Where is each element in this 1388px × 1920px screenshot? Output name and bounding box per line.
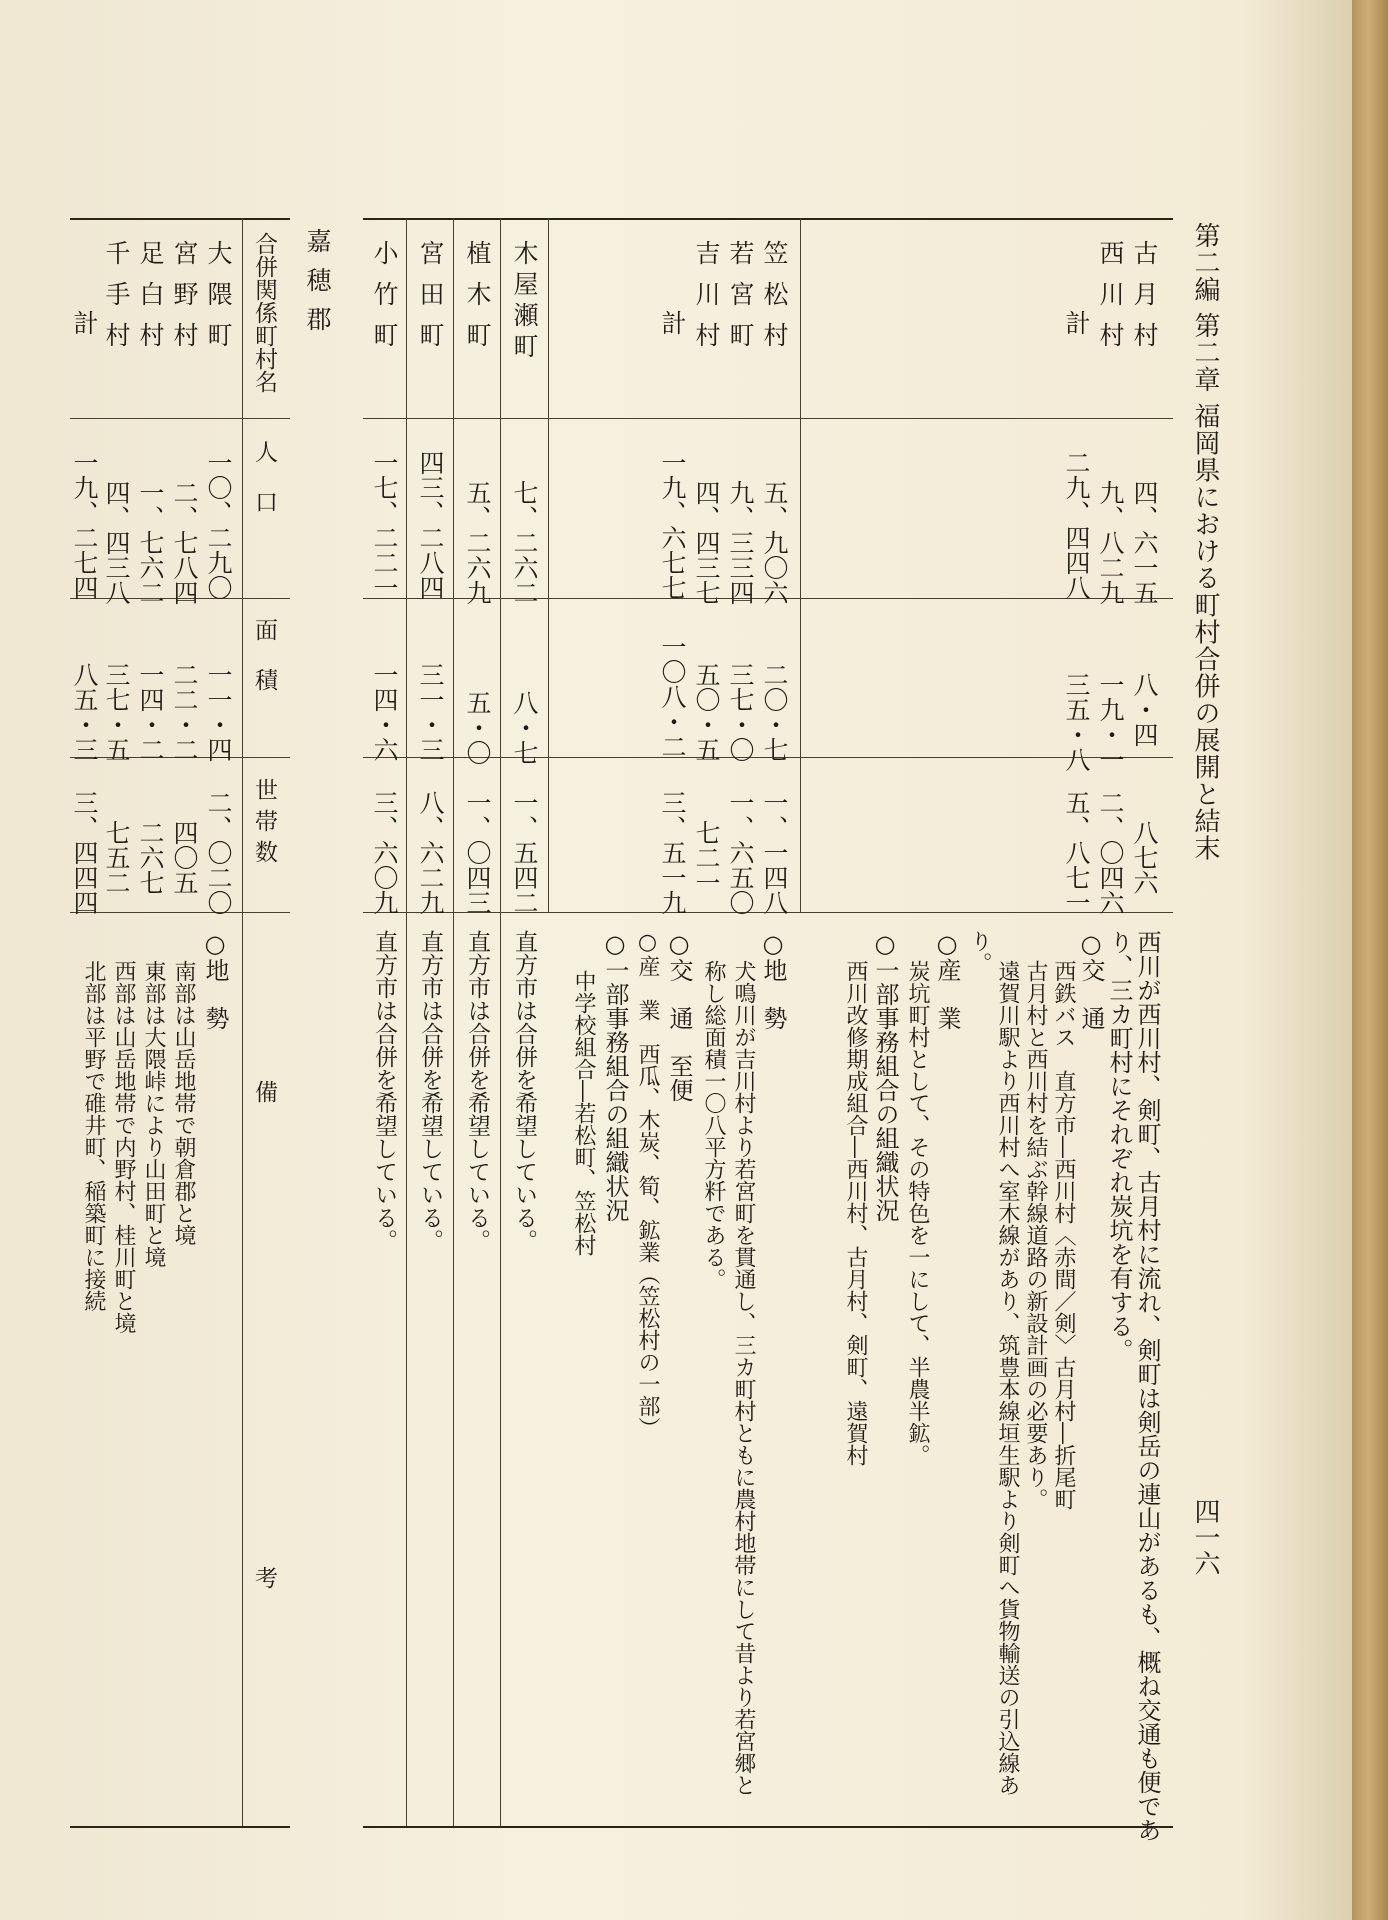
group2-note-heading: ○地 勢: [759, 930, 787, 1030]
group1-row-households: 二、〇四六: [1096, 790, 1125, 915]
group2-note-line: 犬鳴川が吉川村より若宮町を貫通し、三カ町村ともに農村地帯にして昔より若宮郷と: [731, 960, 756, 1796]
group1-note-heading: ○産 業: [933, 930, 961, 1030]
upper-table-bottom-rule: [363, 1826, 1173, 1828]
miyata-households: 八、六二九: [416, 790, 445, 915]
koyanose-area: 八・七: [510, 690, 539, 765]
koyanose-population: 七、二六二: [510, 480, 539, 605]
group1-row-households: 八七六: [1130, 820, 1159, 895]
miyata-area: 三一・三: [416, 662, 445, 762]
lower-row-area: 一四・二: [136, 662, 165, 762]
koyanose-name: 木屋瀬町: [510, 240, 539, 364]
group2-row-name: 笠松村: [760, 240, 789, 363]
lower-table-bottom-rule: [70, 1826, 290, 1828]
lower-total-name: 計: [70, 310, 99, 335]
group2-row-population: 五、九〇六: [760, 480, 789, 605]
miyata-name: 宮田町: [416, 240, 445, 363]
separator-koyanose-ueki: [500, 218, 501, 1826]
koyanose-households: 一、五四二: [510, 790, 539, 915]
page-edge: [1352, 0, 1388, 1920]
header-area: 面 積: [251, 618, 277, 693]
lower-rule-hh-notes: [70, 912, 290, 913]
group1-note-line: 炭坑町村として、その特色を一にして、半農半鉱。: [905, 960, 930, 1466]
header-notes: 備 考: [251, 1080, 277, 1809]
group2-row-households: 一、一四八: [760, 790, 789, 915]
group1-note-line: り。: [967, 930, 992, 974]
lower-note-line: 東部は大隈峠により山田町と境: [141, 960, 166, 1268]
lower-total-area: 八五・三: [70, 662, 99, 762]
group2-note-heading: ○交 通 至便: [665, 930, 693, 1102]
running-header: 第二編 第二章 福岡県における町村合併の展開と結末: [1190, 222, 1220, 862]
group2-row-households: 七二一: [692, 820, 721, 895]
separator-group2-koyanose: [548, 218, 549, 912]
group2-total-area: 一〇八・二: [658, 634, 687, 759]
group1-note-heading: ○交 通: [1077, 930, 1105, 1030]
group2-row-households: 一、六五〇: [726, 790, 755, 915]
lower-note-line: 南部は山岳地帯で朝倉郡と境: [171, 960, 196, 1246]
koyanose-note: 直方市は合併を希望している。: [511, 930, 537, 1252]
group2-note-heading: ○産 業 西瓜、木炭、筍、鉱業（笠松村の一部）: [635, 930, 660, 1439]
group2-note-line: 中学校組合―若松町、笠松村: [571, 970, 596, 1256]
lower-table-top-rule: [70, 218, 290, 220]
ueki-households: 一、〇四三: [463, 790, 492, 915]
lower-total-households: 三、四四四: [70, 790, 99, 915]
lower-row-population: 一、七六二: [136, 480, 165, 605]
kotake-population: 一七、二二一: [370, 450, 399, 600]
group1-note-line: 古月村と西川村を結ぶ幹線道路の新設計画の必要あり。: [1023, 960, 1048, 1510]
group1-total-households: 五、八七一: [1062, 790, 1091, 915]
lower-row-households: 七五二: [102, 820, 131, 895]
lower-header-separator: [242, 218, 243, 1826]
group2-row-population: 四、四三七: [692, 480, 721, 605]
group1-total-name: 計: [1062, 310, 1091, 335]
group2-note-line: 称し総面積一〇八平方粁である。: [701, 960, 726, 1290]
ueki-population: 五、二六九: [463, 480, 492, 605]
group1-row-area: 一九・一: [1096, 672, 1125, 772]
kotake-note: 直方市は合併を希望している。: [371, 930, 397, 1252]
separator-ueki-miyata: [453, 218, 454, 1826]
lower-note-line: 西部は山岳地帯で内野村、桂川町と境: [111, 960, 136, 1334]
lower-row-area: 一一・四: [204, 662, 233, 762]
group1-note-line: り、三カ町村にそれぞれ炭坑を有する。: [1105, 930, 1133, 1362]
ueki-note: 直方市は合併を希望している。: [464, 930, 490, 1252]
lower-row-name: 千手村: [102, 240, 131, 363]
kotake-households: 三、六〇九: [370, 790, 399, 915]
lower-row-name: 宮野村: [170, 240, 199, 363]
kotake-area: 一四・六: [370, 662, 399, 762]
lower-note-line: 北部は平野で碓井町、稲築町に接続: [81, 960, 106, 1312]
lower-row-name: 足白村: [136, 240, 165, 363]
group1-row-area: 八・四: [1130, 672, 1159, 747]
group1-note-line: 西鉄バス 直方市―西川村〈赤間／剣〉古月村―折尾町: [1051, 960, 1076, 1510]
lower-row-population: 一〇、二九〇: [204, 450, 233, 600]
lower-row-area: 二二・二: [170, 662, 199, 762]
group2-row-area: 三七・〇: [726, 662, 755, 762]
group2-row-name: 若宮町: [726, 240, 755, 363]
group1-row-name: 古月村: [1130, 240, 1159, 363]
group2-row-population: 九、三三四: [726, 480, 755, 605]
lower-row-area: 三七・五: [102, 662, 131, 762]
group2-row-name: 吉川村: [692, 240, 721, 363]
lower-row-households: 四〇五: [170, 820, 199, 895]
rule-name-pop: [363, 418, 1173, 419]
group1-total-area: 三五・八: [1062, 672, 1091, 772]
ueki-area: 五・〇: [463, 690, 492, 765]
header-households: 世帯数: [251, 778, 277, 871]
group1-row-name: 西川村: [1096, 240, 1125, 363]
lower-total-population: 一九、二七四: [70, 450, 99, 600]
group1-row-population: 九、八二九: [1096, 480, 1125, 605]
group1-note-line: 西川が西川村、剣町、古月村に流れ、剣町は剣岳の連山があるも、概ね交通も便であ: [1133, 930, 1161, 1842]
ueki-name: 植木町: [463, 240, 492, 363]
group2-row-area: 二〇・七: [760, 662, 789, 762]
group2-total-name: 計: [658, 310, 687, 335]
lower-note-heading: ○地 勢: [201, 930, 229, 1030]
lower-row-households: 二、〇二〇: [204, 790, 233, 915]
page-number: 四一六: [1190, 1498, 1220, 1576]
lower-rule-name-pop: [70, 418, 290, 419]
group1-note-heading: ○一部事務組合の組織状況: [871, 930, 899, 1222]
group2-total-households: 三、五一九: [658, 790, 687, 915]
lower-row-population: 二、七八四: [170, 480, 199, 605]
group1-note-line: 西川改修期成組合―西川村、古月村、剣町、遠賀村: [843, 960, 868, 1466]
lower-row-households: 二六七: [136, 820, 165, 895]
group1-total-population: 二九、四四八: [1062, 450, 1091, 600]
kotake-name: 小竹町: [370, 240, 399, 363]
miyata-note: 直方市は合併を希望している。: [417, 930, 443, 1252]
lower-row-name: 大隈町: [204, 240, 233, 363]
group2-row-area: 五〇・五: [692, 662, 721, 762]
separator-group1-group2: [800, 218, 801, 912]
header-name: 合併関係町村名: [251, 232, 277, 393]
miyata-population: 四三、二八四: [416, 450, 445, 600]
group2-note-heading: ○一部事務組合の組織状況: [601, 930, 629, 1222]
group2-total-population: 一九、六七七: [658, 450, 687, 600]
separator-miyata-kotake: [406, 218, 407, 1826]
header-population: 人 口: [251, 440, 277, 515]
upper-table-top-rule: [363, 218, 1173, 220]
group1-note-line: 遠賀川駅より西川村へ室木線があり、筑豊本線垣生駅より剣町へ貨物輸送の引込線あ: [995, 960, 1020, 1796]
lower-row-population: 四、四三八: [102, 480, 131, 605]
district-heading: 嘉穂郡: [303, 228, 332, 345]
group1-row-population: 四、六一五: [1130, 480, 1159, 605]
